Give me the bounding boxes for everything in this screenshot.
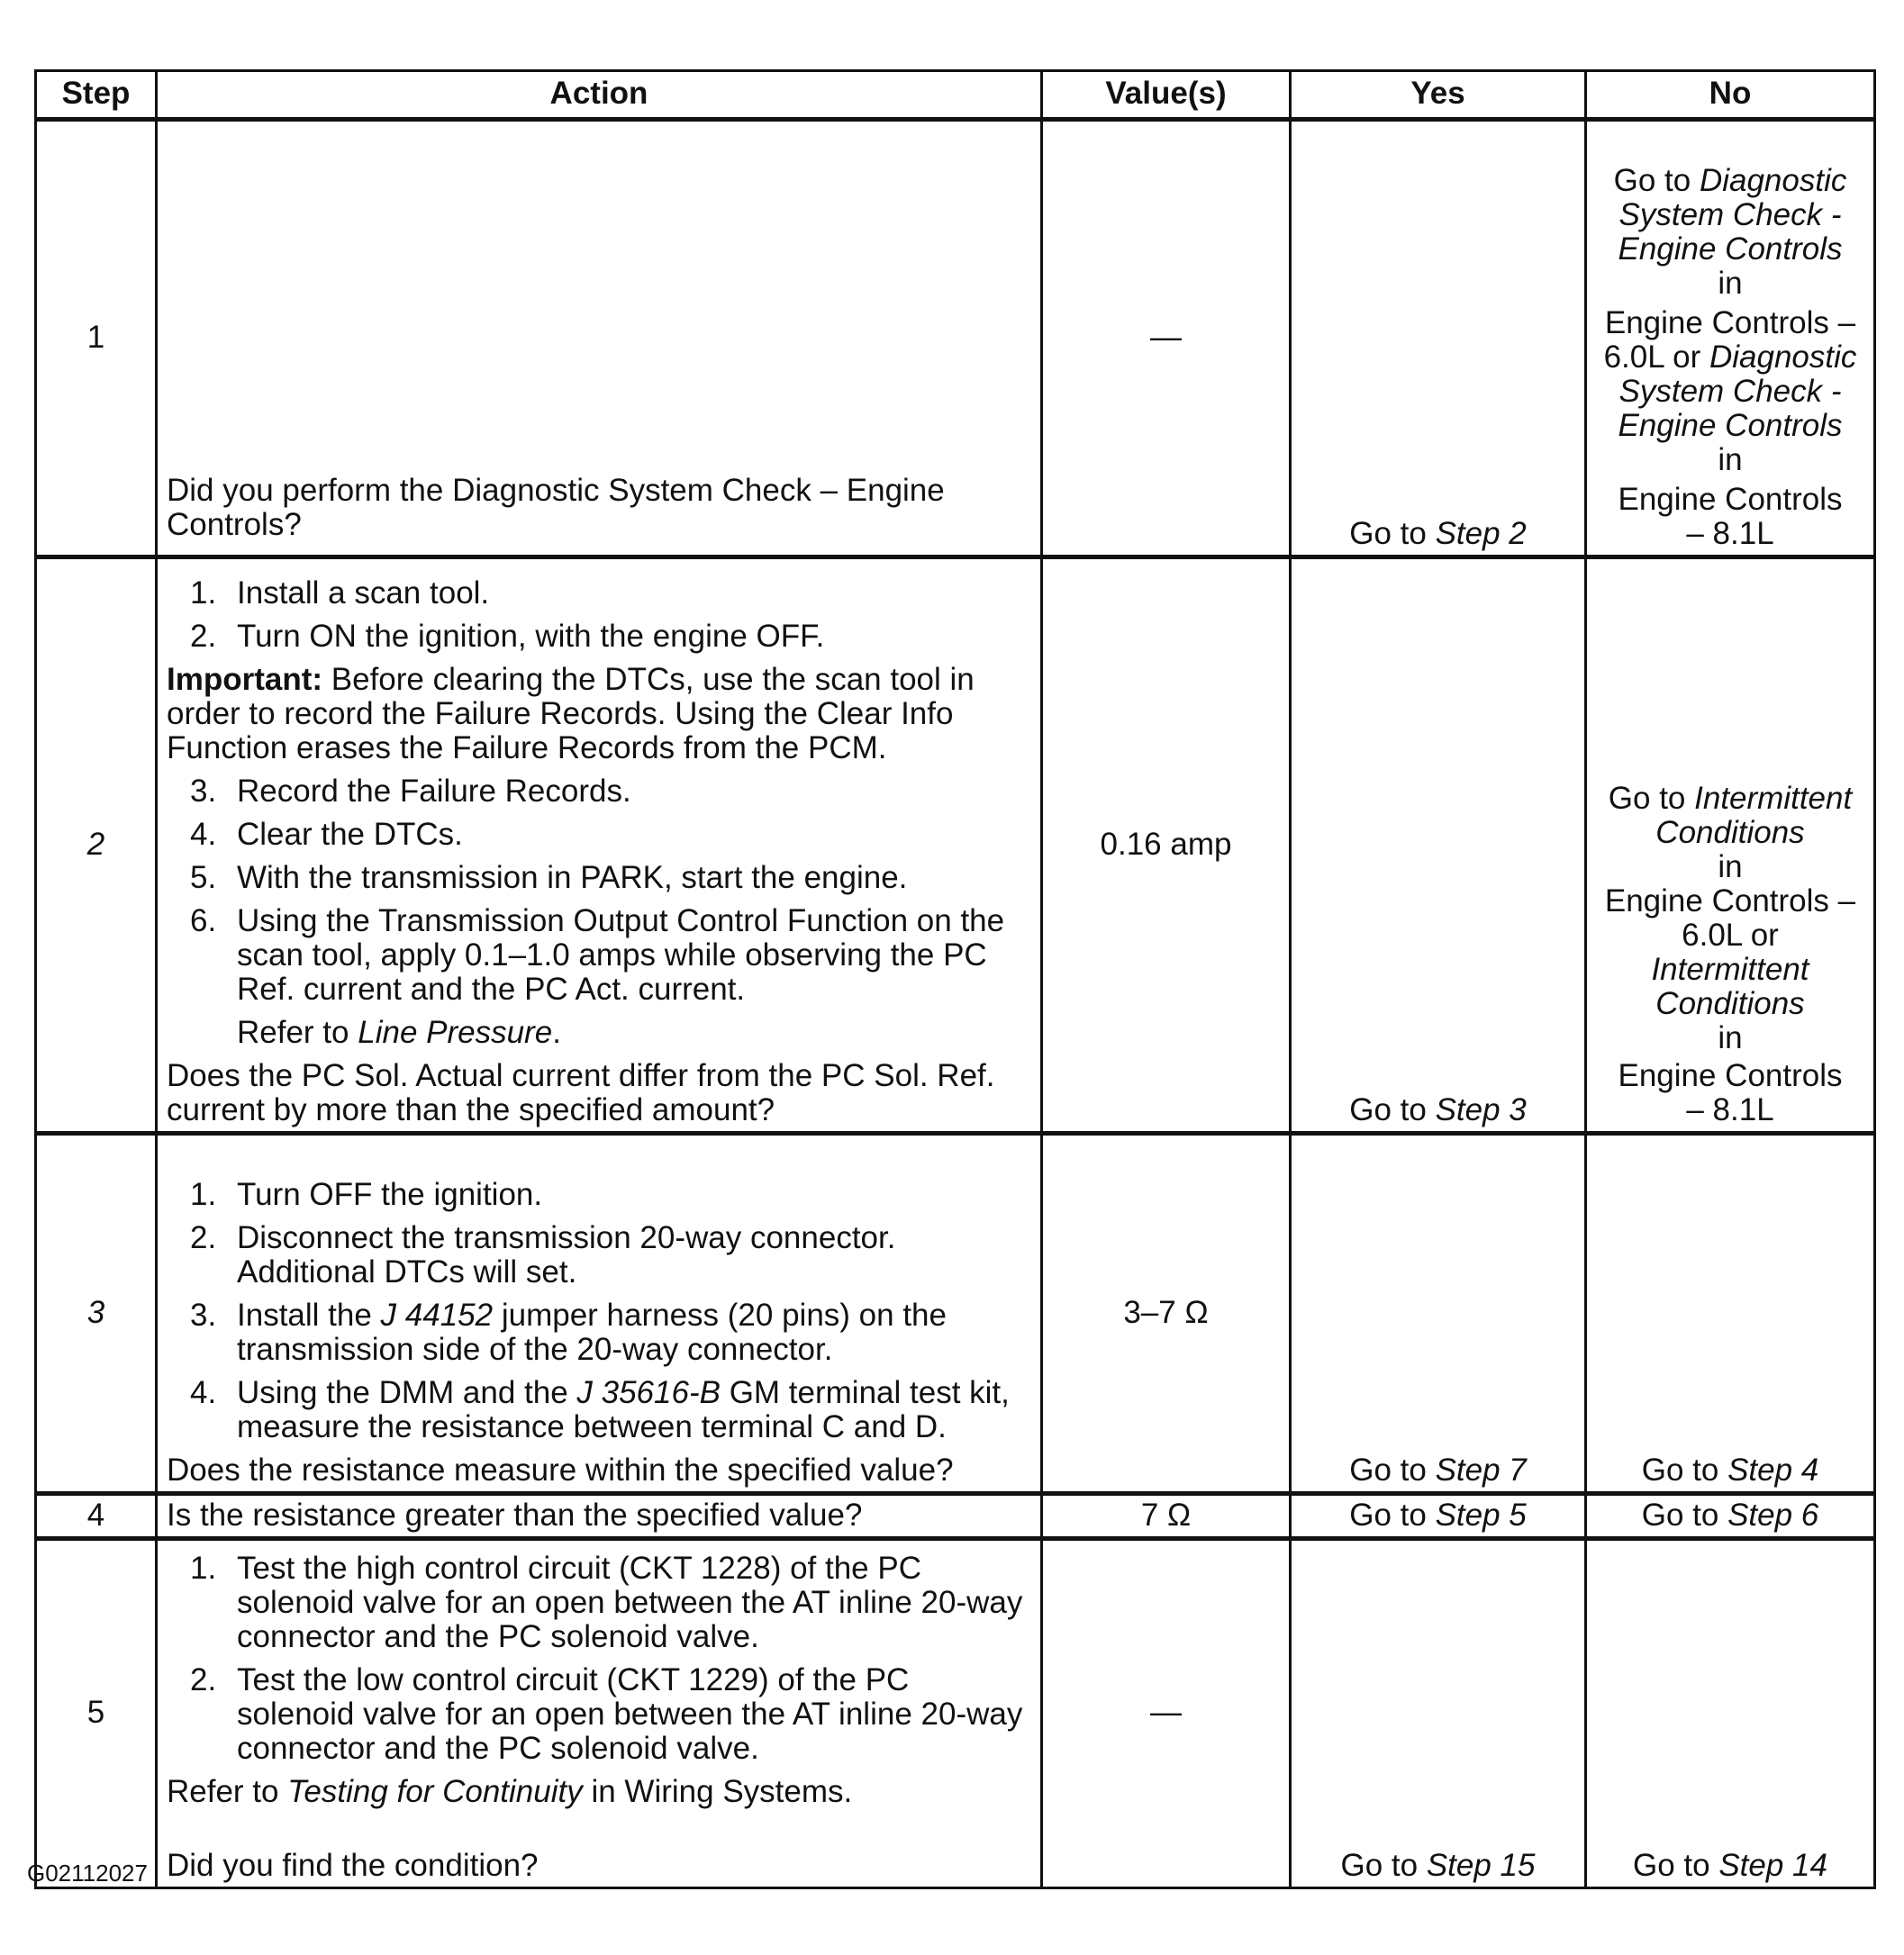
action-question: Does the resistance measure within the specified value? — [167, 1453, 954, 1488]
action-cell — [157, 1539, 1042, 1888]
yes-prefix: Go to — [1349, 1092, 1436, 1127]
no-link[interactable]: Intermittent — [1651, 952, 1809, 987]
action-list — [167, 1178, 1031, 1444]
yes-step-link[interactable]: Step 3 — [1435, 1092, 1527, 1127]
yes-prefix: Go to — [1340, 1848, 1427, 1883]
header-yes: Yes — [1291, 71, 1586, 120]
no-text: in — [1718, 1020, 1743, 1055]
yes-prefix: Go to — [1349, 1453, 1436, 1488]
list-item: 2. Turn ON the ignition, with the engine OFF. — [190, 619, 825, 654]
no-step-link[interactable]: Step 14 — [1718, 1848, 1827, 1883]
value-cell: — — [1042, 120, 1291, 557]
yes-step-link[interactable]: Step 7 — [1435, 1453, 1527, 1488]
no-link-cont[interactable]: Conditions — [1655, 986, 1805, 1021]
no-cell — [1586, 1494, 1875, 1539]
yes-step-link[interactable]: Step 15 — [1426, 1848, 1536, 1883]
no-prefix: Go to — [1633, 1848, 1719, 1883]
value-cell: 3–7 Ω — [1042, 1134, 1291, 1494]
table-row-step-3 — [36, 1134, 1875, 1494]
no-prefix: Go to — [1641, 1497, 1728, 1533]
no-text: in — [1718, 442, 1743, 477]
list-item: 1. Install a scan tool. — [190, 575, 490, 611]
action-list — [167, 774, 1031, 1007]
yes-cell — [1291, 557, 1586, 1134]
yes-cell — [1291, 1539, 1586, 1888]
important-note — [167, 663, 1031, 765]
list-item: 4. Using the DMM and the J 35616-B GM terminal test kit, measure the resistance between terminal C and D. — [190, 1375, 1010, 1444]
action-cell — [157, 120, 1042, 557]
list-item: 3. Install the J 44152 jumper harness (20 pins) on the transmission side of the 20-way connector. — [190, 1298, 947, 1367]
action-question: Did you find the condition? — [167, 1848, 539, 1883]
yes-cell — [1291, 1134, 1586, 1494]
yes-step-link[interactable]: Step 2 — [1435, 516, 1527, 551]
list-item: 6. Using the Transmission Output Control Function on the scan tool, apply 0.1–1.0 amps while observing the PC Ref. current and the PC Act. current. — [190, 903, 1005, 1007]
no-text: – 8.1L — [1686, 1092, 1774, 1127]
step-number: 4 — [36, 1494, 157, 1539]
tool-link[interactable]: J 35616-B — [576, 1375, 721, 1410]
header-step: Step — [36, 71, 157, 120]
step-number: 3 — [36, 1134, 157, 1494]
no-link-cont[interactable]: System Check - — [1618, 374, 1842, 409]
no-text: – 8.1L — [1686, 516, 1774, 551]
header-row — [36, 71, 1875, 120]
figure-id: G02112027 — [27, 1860, 148, 1887]
step-number: 1 — [36, 120, 157, 557]
no-link[interactable]: Diagnostic — [1699, 163, 1847, 198]
value-cell: 7 Ω — [1042, 1494, 1291, 1539]
no-link[interactable]: Intermittent — [1694, 781, 1853, 816]
header-action: Action — [157, 71, 1042, 120]
yes-cell — [1291, 1494, 1586, 1539]
no-prefix: Go to — [1613, 163, 1700, 198]
list-item: 1. Test the high control circuit (CKT 1228) of the PC solenoid valve for an open between the AT inline 20-way connector and the PC solenoid valve. — [190, 1551, 1023, 1654]
refer-note: Refer to Testing for Continuity in Wiring Systems. — [167, 1774, 853, 1809]
header-values: Value(s) — [1042, 71, 1291, 120]
list-item: 3. Record the Failure Records. — [190, 774, 631, 809]
table-row-step-2 — [36, 557, 1875, 1134]
no-prefix: Go to — [1641, 1453, 1728, 1488]
yes-prefix: Go to — [1349, 516, 1436, 551]
value-cell: — — [1042, 1539, 1291, 1888]
no-cell — [1586, 120, 1875, 557]
important-label: Important: — [167, 662, 323, 697]
tool-link[interactable]: J 44152 — [380, 1298, 494, 1333]
table-row-step-4 — [36, 1494, 1875, 1539]
no-text: Engine Controls — [1618, 482, 1843, 517]
step-number: 5 — [36, 1539, 157, 1888]
action-cell — [157, 1134, 1042, 1494]
no-link-cont[interactable]: Engine Controls — [1618, 231, 1843, 267]
no-cell — [1586, 557, 1875, 1134]
action-cell — [157, 557, 1042, 1134]
action-question: Did you perform the Diagnostic System Check – Engine Controls? — [167, 473, 945, 542]
refer-link[interactable]: Line Pressure — [358, 1015, 553, 1050]
table-row-step-5 — [36, 1539, 1875, 1888]
no-link-cont[interactable]: System Check - — [1618, 197, 1842, 232]
action-list — [167, 576, 1031, 654]
step-number: 2 — [36, 557, 157, 1134]
yes-cell — [1291, 120, 1586, 557]
no-step-link[interactable]: Step 4 — [1727, 1453, 1819, 1488]
no-cell — [1586, 1134, 1875, 1494]
no-text: 6.0L or — [1603, 339, 1709, 375]
yes-prefix: Go to — [1349, 1497, 1436, 1533]
action-question: Is the resistance greater than the specified value? — [167, 1497, 863, 1533]
header-no: No — [1586, 71, 1875, 120]
no-text: in — [1718, 266, 1743, 301]
yes-step-link[interactable]: Step 5 — [1435, 1497, 1527, 1533]
no-prefix: Go to — [1608, 781, 1695, 816]
diagnostic-table — [34, 69, 1876, 1889]
no-text: Engine Controls – — [1604, 883, 1856, 919]
list-item: 4. Clear the DTCs. — [190, 817, 463, 852]
no-text: in — [1718, 849, 1743, 884]
no-step-link[interactable]: Step 6 — [1727, 1497, 1819, 1533]
list-item: 2. Test the low control circuit (CKT 1229) of the PC solenoid valve for an open between the AT inline 20-way connector and the PC solenoid valve. — [190, 1662, 1023, 1766]
refer-link[interactable]: Testing for Continuity — [287, 1774, 583, 1809]
list-item: 2. Disconnect the transmission 20-way connector. Additional DTCs will set. — [190, 1220, 896, 1290]
no-cell — [1586, 1539, 1875, 1888]
no-text: Engine Controls — [1618, 1058, 1843, 1093]
action-list — [167, 1552, 1031, 1766]
action-cell — [157, 1494, 1042, 1539]
list-item: 1. Turn OFF the ignition. — [190, 1177, 543, 1212]
value-cell: 0.16 amp — [1042, 557, 1291, 1134]
no-text: Engine Controls – — [1604, 305, 1856, 340]
no-text: 6.0L or — [1682, 918, 1779, 953]
action-question: Does the PC Sol. Actual current differ from the PC Sol. Ref. current by more than the specified amount? — [167, 1058, 995, 1127]
important-text: Before clearing the DTCs, use the scan tool in order to record the Failure Records. Using the Clear Info Function erases the Failure Records from the PCM. — [167, 662, 975, 765]
no-link[interactable]: Diagnostic — [1709, 339, 1857, 375]
list-item: 5. With the transmission in PARK, start the engine. — [190, 860, 908, 895]
table-row-step-1 — [36, 120, 1875, 557]
no-link-cont[interactable]: Conditions — [1655, 815, 1805, 850]
no-link-cont[interactable]: Engine Controls — [1618, 408, 1843, 443]
refer-note: Refer to Line Pressure. — [237, 1015, 561, 1050]
